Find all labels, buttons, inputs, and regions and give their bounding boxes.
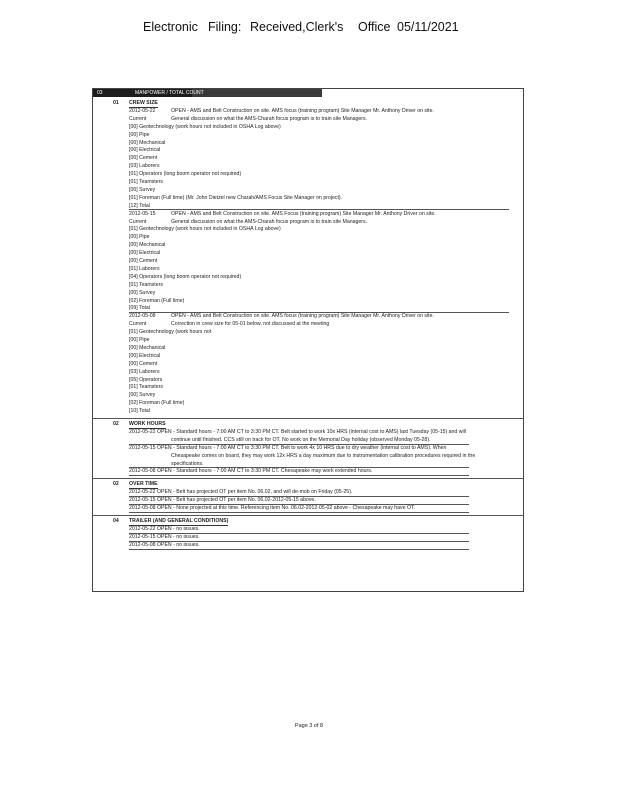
header-filing: Filing:: [208, 20, 242, 34]
entry-text: General discussion on what the AMS-Charah focus program is to train site Managers.: [171, 115, 368, 122]
crew-count-row: [00] Cement: [129, 360, 158, 367]
entry-line: 2012-05-08 OPEN - None projected at this time. Referencing item No. 06.02-2012-05-02 above - Chesapeake may have OT.: [129, 505, 416, 511]
crew-count-row: [00] Mechanical: [129, 242, 166, 249]
crew-count-row: [01] Foreman (Full time) (Mr. John Dietzel new Charah/AMS Focus Site Manager on project).: [129, 194, 343, 201]
page-number: Page 3 of 8: [294, 723, 324, 729]
crew-count-row: [01] Teamsters: [129, 384, 163, 391]
crew-count-row: [00] Pipe: [129, 337, 150, 343]
section-number: 02: [113, 481, 119, 488]
crew-count-row: [00] Pipe: [129, 234, 150, 241]
crew-count-row: [05] Operators: [129, 376, 163, 383]
entry-date: 2012-05-22: [129, 107, 156, 114]
section-title: CREW SIZE: [129, 100, 158, 106]
crew-count-row: [01] Geotechnology (work hours not included in OSHA Log above): [129, 226, 281, 233]
entry-text: General discussion on what the AMS-Charah focus program is to train site Managers.: [171, 218, 368, 225]
crew-count-row: [00] Cement: [129, 258, 158, 264]
entry-status: OPEN - AMS and Belt Construction on site. AMS Focus (training program) Site Manager Mr. Anthony Driver on site.: [171, 210, 436, 217]
section-number: 01: [113, 100, 119, 106]
crew-count-row: [00] Survey: [129, 186, 156, 193]
header-office: Office: [358, 20, 391, 34]
entry-line: 2012-05-08 OPEN - no issues.: [129, 541, 200, 548]
header-received: Received,Clerk's: [250, 20, 344, 34]
entry-line: 2012-05-22 OPEN - no issues.: [129, 525, 200, 532]
divider: [93, 515, 523, 516]
entry-label: Current: [129, 321, 147, 328]
entry-date: 2012-05-15: [129, 210, 156, 217]
crew-count-row: [00] Mechanical: [129, 139, 166, 146]
crew-count-row: [00] Cement: [129, 155, 158, 162]
crew-count-row: [00] Electrical: [129, 352, 161, 359]
entry-text: Correction in crew size for 05-01 below, not discussed at the meeting: [171, 321, 330, 328]
entry-line: 2012-05-15 OPEN - Standard hours - 7:00 AM CT to 3:30 PM CT. Belt to work 4x 10 HRS due to dry weather (internal cost to AMS). When: [129, 444, 447, 451]
entry-line: 2012-05-08 OPEN - Standard hours - 7:00 AM CT to 3:30 PM CT. Chesapeake may work extended hours.: [129, 468, 373, 475]
section-number: 03: [97, 90, 103, 96]
entry-label: Current: [129, 218, 147, 225]
crew-count-row: [03] Laborers: [129, 368, 160, 375]
section-number: 04: [113, 517, 119, 524]
entry-label: Current: [129, 115, 147, 122]
crew-count-row: [09] Total: [129, 305, 150, 312]
crew-count-row: [01] Teamsters: [129, 281, 163, 288]
header-date: 05/11/2021: [397, 20, 459, 34]
entry-line: 2012-05-15 OPEN - no issues.: [129, 533, 200, 540]
crew-count-row: [00] Geotechnology (work hours not included in OSHA Log above): [129, 123, 281, 130]
crew-count-row: [02] Foreman (Full time): [129, 400, 185, 407]
divider: [129, 475, 469, 476]
entry-date: 2012-05-08: [129, 313, 156, 320]
crew-count-row: [00] Electrical: [129, 147, 161, 154]
crew-count-row: [01] Operators (long boom operator not required): [129, 171, 242, 178]
section-title: MANPOWER / TOTAL COUNT: [135, 90, 204, 96]
crew-count-row: [00] Pipe: [129, 131, 150, 138]
section-number: 02: [113, 421, 119, 427]
meeting-minutes-table: [92, 88, 524, 592]
divider: [93, 418, 523, 419]
crew-count-row: [02] Foreman (Full time): [129, 297, 185, 304]
header-electronic: Electronic: [143, 20, 198, 34]
divider: [93, 478, 523, 479]
crew-count-row: [00] Electrical: [129, 250, 161, 257]
entry-line: 2012-05-22 OPEN - Standard hours - 7:00 AM CT to 3:30 PM CT. Belt started to work 10x HRS (internal cost to AMS) last Tuesday (05-15) and will: [129, 428, 466, 435]
section-title: OVER TIME: [129, 481, 158, 488]
crew-count-row: [00] Survey: [129, 392, 156, 399]
crew-count-row: [01] Geotechnology (work hours not: [129, 329, 212, 336]
entry-line: Chesapeake comes on board, they may work 12x HRS a day maximum due to instrumentation calibration procedures required in the: [171, 452, 476, 459]
crew-count-row: [01] Teamsters: [129, 179, 163, 185]
section-title: TRAILER (AND GENERAL CONDITIONS): [129, 517, 229, 524]
table-title-bar: [93, 89, 523, 97]
crew-count-row: [10] Total: [129, 408, 150, 415]
entry-line: 2012-05-15 OPEN - Belt has projected OT per item No. 06.02-2012-05-15 above.: [129, 497, 316, 504]
entry-status: OPEN - AMS and Belt Construction on site. AMS focus (training program) Site Manager Mr. Anthony Driver on site.: [171, 313, 434, 320]
entry-status: OPEN - AMS and Belt Construction on site. AMS focus (training program) Site Manager Mr. Anthony Driver on site.: [171, 107, 434, 114]
crew-count-row: [00] Survey: [129, 289, 156, 296]
entry-line: specifications.: [171, 460, 204, 467]
section-title: WORK HOURS: [129, 421, 166, 427]
entry-line: 2012-05-22 OPEN - Belt has projected OT per item No. 06.02, and will de-mob on Friday (05-25).: [129, 489, 353, 496]
divider: [129, 549, 469, 550]
crew-count-row: [00] Mechanical: [129, 344, 166, 351]
entry-line: continue until finished. CCS still on track for OT. No work on the Memorial Day holiday (observed Monday 05-28).: [171, 436, 431, 443]
crew-count-row: [12] Total: [129, 202, 150, 209]
crew-count-row: [04] Operators (long boom operator not required): [129, 273, 242, 280]
crew-count-row: [01] Laborers: [129, 265, 160, 272]
divider: [129, 512, 469, 513]
crew-count-row: [03] Laborers: [129, 163, 160, 170]
